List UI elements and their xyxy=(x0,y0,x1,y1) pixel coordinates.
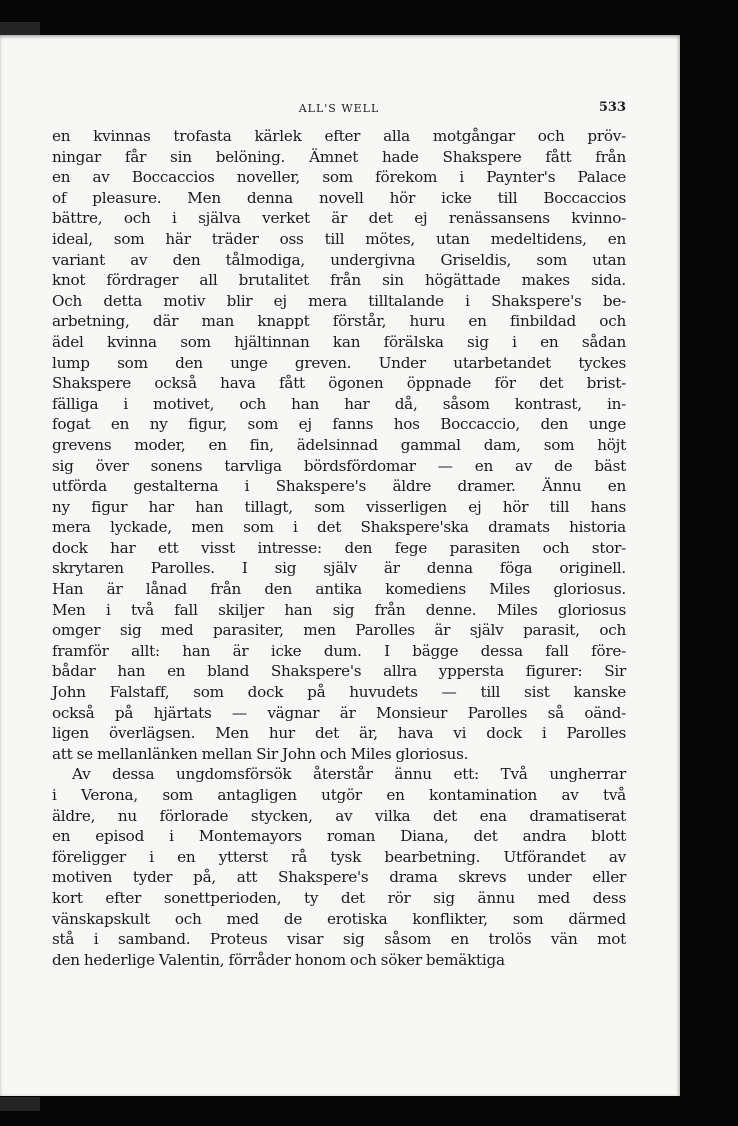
paragraph xyxy=(52,764,626,970)
text-line: John Falstaff, som dock på huvudets — till sist kanske xyxy=(52,683,626,702)
text-line: Shakspere också hava fått ögonen öppnade för det brist- xyxy=(52,374,626,393)
text-line: lump som den unge greven. Under utarbetandet tyckes xyxy=(52,353,626,372)
body-text xyxy=(52,126,626,970)
text-line: framför allt: han är icke dum. I bägge dessa fall före- xyxy=(52,641,626,660)
text-line: ny figur har han tillagt, som visserligen ej hör till hans xyxy=(52,497,626,516)
text-line: en kvinnas trofasta kärlek efter alla motgångar och pröv- xyxy=(52,127,626,145)
text-line: också på hjärtats — vägnar är Monsieur Parolles så oänd- xyxy=(52,703,626,722)
scan-edge-mark-bottom xyxy=(0,1097,40,1111)
text-line: bådar han en bland Shakspere's allra yppersta figurer: Sir xyxy=(52,662,626,681)
text-line: äldre, nu förlorade stycken, av vilka det ena dramatiserat xyxy=(52,806,626,825)
text-line: knot fördrager all brutalitet från sin högättade makes sida. xyxy=(52,271,626,290)
text-line: vänskapskult och med de erotiska konflikter, som därmed xyxy=(52,909,626,928)
text-line: motiven tyder på, att Shakspere's drama skrevs under eller xyxy=(52,868,626,887)
text-line: ädel kvinna som hjältinnan kan förälska sig i en sådan xyxy=(52,332,626,351)
text-line: Av dessa ungdomsförsök återstår ännu ett: Två ungherrar xyxy=(72,765,626,784)
text-line: Och detta motiv blir ej mera tilltalande i Shakspere's be- xyxy=(52,291,626,310)
text-line: en episod i Montemayors roman Diana, det andra blott xyxy=(52,827,626,846)
text-line: sig över sonens tarvliga bördsfördomar — en av de bäst xyxy=(52,456,626,475)
text-line: en av Boccaccios noveller, som förekom i Paynter's Palace xyxy=(52,168,626,187)
text-line: arbetning, där man knappt förstår, huru en finbildad och xyxy=(52,312,626,331)
text-line: den hederlige Valentin, förråder honom och söker bemäktiga xyxy=(52,950,505,969)
text-line: grevens moder, en fin, ädelsinnad gammal dam, som höjt xyxy=(52,435,626,454)
text-line: i Verona, som antagligen utgör en kontamination av två xyxy=(52,786,626,804)
text-line: of pleasure. Men denna novell hör icke till Boccaccios xyxy=(52,188,626,207)
text-line: Han är lånad från den antika komediens Miles gloriosus. xyxy=(52,580,626,599)
running-header xyxy=(52,99,626,119)
text-line: föreligger i en ytterst rå tysk bearbetning. Utförandet av xyxy=(52,847,626,866)
text-line: Men i två fall skiljer han sig från denne. Miles gloriosus xyxy=(52,600,626,619)
text-line: omger sig med parasiter, men Parolles är själv parasit, och xyxy=(52,621,626,640)
text-line: att se mellanlänken mellan Sir John och Miles gloriosus. xyxy=(52,744,469,763)
text-line: stå i samband. Proteus visar sig såsom en trolös vän mot xyxy=(52,930,626,949)
text-line: ligen överlägsen. Men hur det är, hava vi dock i Parolles xyxy=(52,724,626,743)
text-line: fälliga i motivet, och han har då, såsom kontrast, in- xyxy=(52,394,626,413)
text-line: mera lyckade, men som i det Shakspere'ska dramats historia xyxy=(52,518,626,537)
text-line: utförda gestalterna i Shakspere's äldre dramer. Ännu en xyxy=(52,477,626,496)
text-line: variant av den tålmodiga, undergivna Griseldis, som utan xyxy=(52,250,626,269)
text-line: kort efter sonettperioden, ty det rör sig ännu med dess xyxy=(52,888,626,907)
text-line: skrytaren Parolles. I sig själv är denna föga originell. xyxy=(52,559,626,578)
text-line: fogat en ny figur, som ej fanns hos Boccaccio, den unge xyxy=(52,415,626,434)
paragraph xyxy=(52,126,626,764)
scan-edge-mark-top xyxy=(0,22,40,36)
page-number: 533 xyxy=(598,100,626,115)
text-line: ideal, som här träder oss till mötes, utan medeltidens, en xyxy=(52,229,626,248)
text-line: dock har ett visst intresse: den fege parasiten och stor- xyxy=(52,538,626,557)
running-title: ALL'S WELL xyxy=(298,102,380,115)
text-line: bättre, och i själva verket är det ej renässansens kvinno- xyxy=(52,209,626,228)
text-line: ningar får sin belöning. Ämnet hade Shakspere fått från xyxy=(52,147,626,166)
